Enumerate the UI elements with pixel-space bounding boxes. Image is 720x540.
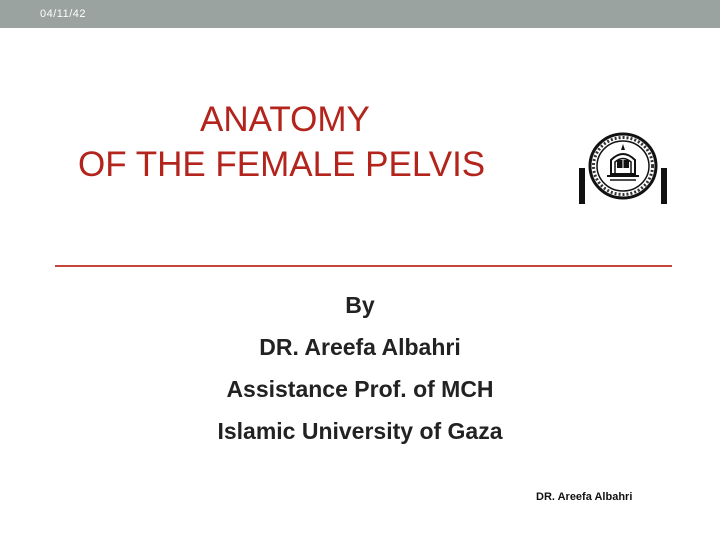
slide-header-bar — [0, 0, 720, 28]
title-divider — [55, 265, 672, 267]
author-institution: Islamic University of Gaza — [217, 418, 503, 444]
slide-title-line-1: ANATOMY — [200, 100, 370, 139]
author-position: Assistance Prof. of MCH — [226, 376, 494, 402]
author-by: By — [345, 292, 375, 318]
slide-date: 04/11/42 — [40, 8, 87, 20]
author-name: DR. Areefa Albahri — [259, 334, 461, 360]
author-block — [140, 287, 580, 455]
slide-footer: DR. Areefa Albahri — [536, 491, 633, 503]
slide-title-line-2: OF THE FEMALE PELVIS — [78, 145, 486, 184]
university-seal-icon — [577, 130, 669, 206]
